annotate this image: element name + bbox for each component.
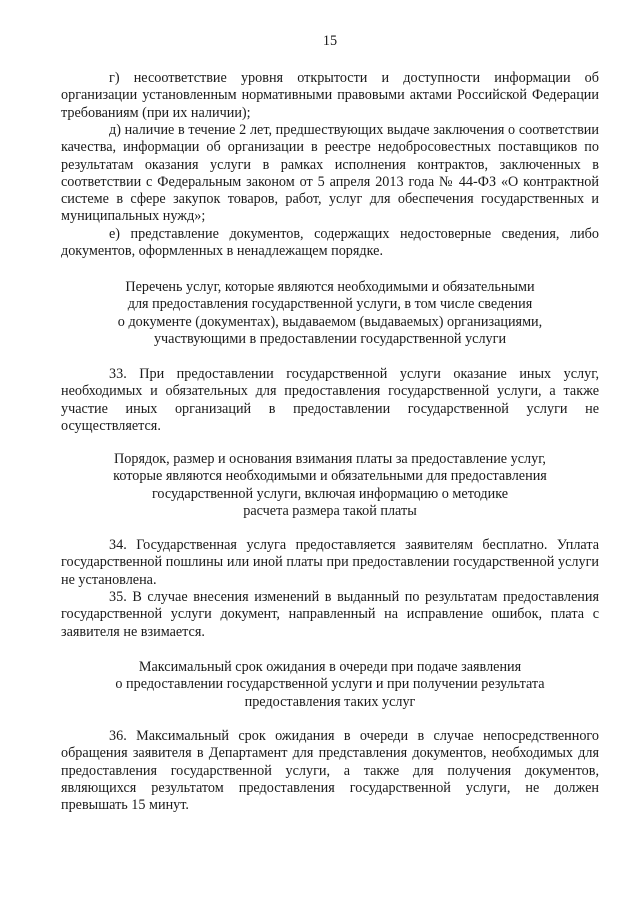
list-item-e: е) представление документов, содержащих недостоверные сведения, либо документов, оформленных в ненадлежащем порядке. (61, 226, 599, 260)
heading-line: Максимальный срок ожидания в очереди при подаче заявления (138, 659, 522, 675)
heading-line: о документе (документах), выдаваемом (выдаваемых) организациями, (117, 313, 543, 330)
heading-line: для предоставления государственной услуги, в том числе сведения (127, 296, 533, 313)
section-heading-fees (61, 451, 599, 520)
heading-line: предоставления таких услуг (244, 693, 416, 710)
paragraph-33: 33. При предоставлении государственной услуги оказание иных услуг, необходимых и обязательных для предоставления государственной услуги, а также участие иных организаций в предоставлении государственной услуги не осуществляется. (61, 366, 599, 434)
heading-line: Порядок, размер и основания взимания платы за предоставление услуг, (114, 451, 546, 467)
paragraph-34: 34. Государственная услуга предоставляется заявителям бесплатно. Уплата государственной пошлины или иной платы при предоставлении государственной услуги не установлена. (61, 537, 599, 588)
section-heading-waiting-time (61, 659, 599, 711)
list-item-g: г) несоответствие уровня открытости и доступности информации об организации установленным нормативными правовыми актами Российской Федерации требованиям (при их наличии); (61, 70, 599, 121)
heading-line: которые являются необходимыми и обязательными для предоставления (113, 468, 547, 485)
heading-line: расчета размера такой платы (243, 502, 417, 519)
list-item-d: д) наличие в течение 2 лет, предшествующих выдаче заключения о соответствии качества, информации об организации в реестре недобросовестных поставщиков по результатам оказания услуги в рамках исполнения контрактов, заключенных в соответствии с Федеральным законом от 5 апреля 2013 года № 44-ФЗ «О контрактной системе в сфере закупок товаров, работ, услуг для обеспечения государственных и муниципальных нужд»; (61, 122, 599, 225)
page-number: 15 (322, 33, 338, 49)
heading-line: участвующими в предоставлении государственной услуги (153, 330, 507, 347)
paragraph-36: 36. Максимальный срок ожидания в очереди в случае непосредственного обращения заявителя в Департамент для представления документов, необходимых для предоставления государственной услуги, а также для получения документов, являющихся результатом предоставления государственной услуги, не должен превышать 15 минут. (61, 728, 599, 814)
heading-line: государственной услуги, включая информацию о методике (151, 485, 509, 502)
heading-line: Перечень услуг, которые являются необходимыми и обязательными (125, 279, 535, 295)
paragraph-35: 35. В случае внесения изменений в выданный по результатам предоставления государственной услуги документ, направленный на исправление ошибок, плата с заявителя не взимается. (61, 589, 599, 640)
document-page (61, 0, 599, 905)
heading-line: о предоставлении государственной услуги и при получении результата (115, 676, 545, 693)
section-heading-services-list (61, 279, 599, 348)
